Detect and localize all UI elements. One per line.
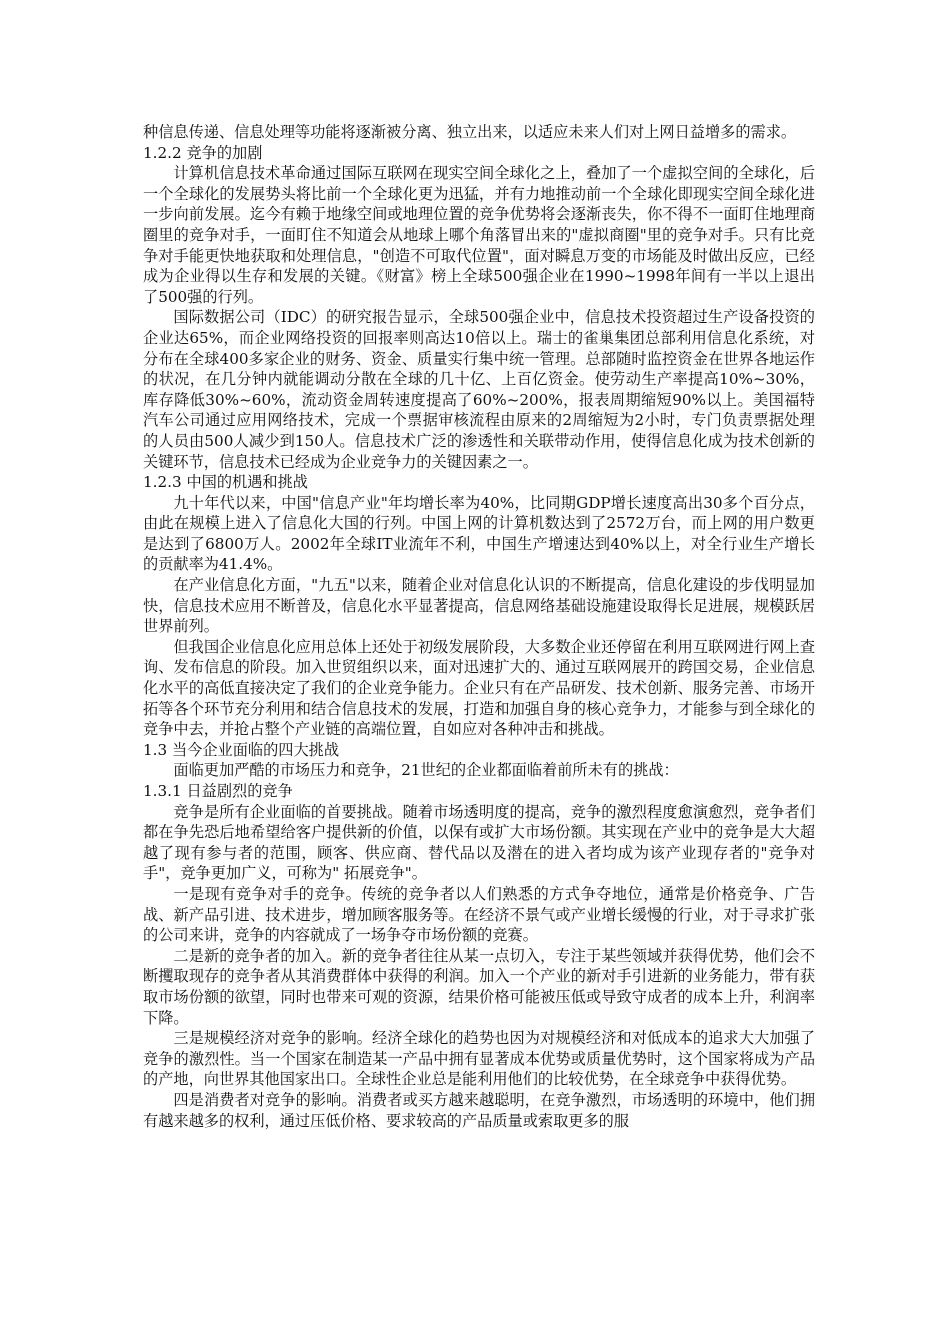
paragraph: 二是新的竞争者的加入。新的竞争者往往从某一点切入，专注于某些领域并获得优势，他们会不断攫取现存的竞争者从其消费群体中获得的利润。加入一个产业的新对手引进新的业务能力，带有获取市场份额的欲望，同时也带来可观的资源，结果价格可能被压低或导致守成者的成本上升，利润率下降。 [143,946,815,1027]
document-body [143,122,815,1131]
section-heading-1-3-1: 1.3.1 日益剧烈的竞争 [143,782,293,800]
paragraph: 计算机信息技术革命通过国际互联网在现实空间全球化之上，叠加了一个虚拟空间的全球化，后一个全球化的发展势头将比前一个全球化更为迅猛，并有力地推动前一个全球化即现实空间全球化进一步向前发展。迄今有赖于地缘空间或地理位置的竞争优势将会逐渐丧失，你不得不一面盯住地理商圈里的竞争对手，一面盯住不知道会从地球上哪个角落冒出来的"虚拟商圈"里的竞争对手。只有比竞争对手能更快地获取和处理信息，"创造不可取代位置"，面对瞬息万变的市场能及时做出反应，已经成为企业得以生存和发展的关键。《财富》榜上全球500强企业在1990~1998年间有一半以上退出了500强的行列。 [143,164,815,306]
paragraph-continuation: 种信息传递、信息处理等功能将逐渐被分离、独立出来，以适应未来人们对上网日益增多的需求。 [143,123,797,141]
paragraph: 四是消费者对竞争的影响。消费者或买方越来越聪明，在竞争激烈，市场透明的环境中，他们拥有越来越多的权利，通过压低价格、要求较高的产品质量或索取更多的服 [143,1090,815,1130]
section-heading-1-2-3: 1.2.3 中国的机遇和挑战 [143,473,308,492]
paragraph: 竞争是所有企业面临的首要挑战。随着市场透明度的提高，竞争的激烈程度愈演愈烈，竞争者们都在争先恐后地希望给客户提供新的价值，以保有或扩大市场份额。其实现在产业中的竞争是大大超越了现有参与者的范围，顾客、供应商、替代品以及潜在的进入者均成为该产业现存者的"竞争对手"，竞争更加广义，可称为" 拓展竞争"。 [143,802,815,883]
section-heading-1-2-2: 1.2.2 竞争的加剧 [143,143,263,162]
paragraph: 三是规模经济对竞争的影响。经济全球化的趋势也因为对规模经济和对低成本的追求大大加强了竞争的激烈性。当一个国家在制造某一产品中拥有显著成本优势或质量优势时，这个国家将成为产品的产地，向世界其他国家出口。全球性企业总是能利用他们的比较优势，在全球竞争中获得优势。 [143,1029,815,1089]
paragraph: 国际数据公司（IDC）的研究报告显示，全球500强企业中，信息技术投资超过生产设备投资的企业达65%，而企业网络投资的回报率则高达10倍以上。瑞士的雀巢集团总部利用信息化系统，对分布在全球400多家企业的财务、资金、质量实行集中统一管理。总部随时监控资金在世界各地运作的状况，在几分钟内就能调动分散在全球的几十亿、上百亿资金。使劳动生产率提高10%~30%，库存降低30%~60%，流动资金周转速度提高了60%~200%，报表周期缩短90%以上。美国福特汽车公司通过应用网络技术，完成一个票据审核流程由原来的2周缩短为2小时，专门负责票据处理的人员由500人减少到150人。信息技术广泛的渗透性和关联带动作用，使得信息化成为技术创新的关键环节，信息技术已经成为企业竞争力的关键因素之一。 [143,308,815,471]
paragraph: 但我国企业信息化应用总体上还处于初级发展阶段，大多数企业还停留在利用互联网进行网上查询、发布信息的阶段。加入世贸组织以来，面对迅速扩大的、通过互联网展开的跨国交易，企业信息化水平的高低直接决定了我们的企业竞争能力。企业只有在产品研发、技术创新、服务完善、市场开拓等各个环节充分利用和结合信息技术的发展，打造和加强自身的核心竞争力，才能参与到全球化的竞争中去，并抢占整个产业链的高端位置，自如应对各种冲击和挑战。 [143,637,815,739]
paragraph: 面临更加严酷的市场压力和竞争，21世纪的企业都面临着前所未有的挑战： [173,761,679,780]
paragraph: 在产业信息化方面，"九五"以来，随着企业对信息化认识的不断提高，信息化建设的步伐明显加快，信息技术应用不断普及，信息化水平显著提高，信息网络基础设施建设取得长足进展，规模跃居世界前列。 [143,576,815,636]
paragraph: 九十年代以来，中国"信息产业"年均增长率为40%，比同期GDP增长速度高出30多个百分点，由此在规模上进入了信息化大国的行列。中国上网的计算机数达到了2572万台，而上网的用户数更是达到了6800万人。2002年全球IT业流年不利，中国生产增速达到40%以上，对全行业生产增长的贡献率为41.4%。 [143,493,815,574]
section-heading-1-3: 1.3 当今企业面临的四大挑战 [143,740,340,759]
paragraph: 一是现有竞争对手的竞争。传统的竞争者以人们熟悉的方式争夺地位，通常是价格竞争、广告战、新产品引进、技术进步，增加顾客服务等。在经济不景气或产业增长缓慢的行业，对于寻求扩张的公司来讲，竞争的内容就成了一场争夺市场份额的竞赛。 [143,884,815,945]
